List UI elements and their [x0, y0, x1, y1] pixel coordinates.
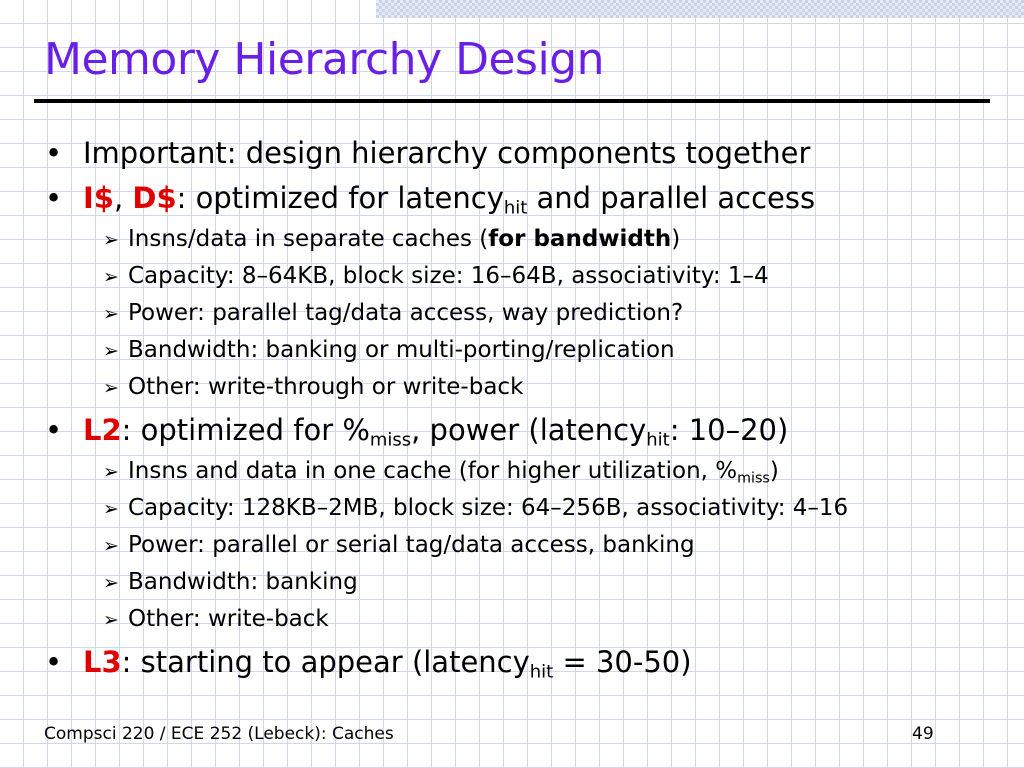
bullet-text: : optimized for latency	[176, 181, 504, 215]
arrow-marker-icon: ➢	[103, 340, 119, 362]
slide-title: Memory Hierarchy Design	[44, 34, 605, 85]
arrow-marker-icon: ➢	[103, 266, 119, 288]
sub-bullet-l1-other	[103, 372, 523, 403]
icache-label: I$	[83, 181, 114, 215]
bullet-text: Important: design hierarchy components together	[83, 136, 811, 170]
sub-bullet-text: Other: write-through or write-back	[128, 374, 524, 400]
l3-label: L3	[83, 645, 122, 679]
bullet-important	[45, 135, 810, 171]
arrow-marker-icon: ➢	[103, 303, 119, 325]
sub-bullet-text: Power: parallel tag/data access, way prediction?	[128, 300, 684, 326]
sub-bullet-separate-caches	[103, 224, 680, 255]
sub-bullet-text-tail: )	[671, 226, 681, 252]
sub-bullet-l2-power	[103, 530, 695, 561]
sub-bullet-l2-capacity	[103, 493, 848, 524]
subscript: hit	[503, 197, 528, 219]
arrow-marker-icon: ➢	[103, 377, 119, 399]
sub-bullet-l2-bandwidth	[103, 567, 358, 598]
arrow-marker-icon: ➢	[103, 572, 119, 594]
bullet-text: : optimized for %	[121, 413, 370, 447]
sub-bullet-l1-capacity	[103, 261, 769, 292]
bullet-text-tail: : 10–20)	[669, 413, 789, 447]
separator: ,	[113, 181, 133, 215]
arrow-marker-icon: ➢	[103, 498, 119, 520]
sub-bullet-l1-power	[103, 298, 683, 329]
sub-bullet-l2-other	[103, 604, 329, 635]
sub-bullet-text: Insns and data in one cache (for higher utilization, %	[128, 458, 738, 484]
arrow-marker-icon: ➢	[103, 609, 119, 631]
bullet-marker: •	[45, 136, 63, 170]
bullet-text-tail: and parallel access	[527, 181, 816, 215]
bullet-text-tail: = 30-50)	[553, 645, 692, 679]
sub-bullet-text: Power: parallel or serial tag/data access, banking	[128, 532, 695, 558]
sub-bullet-text: Capacity: 128KB–2MB, block size: 64–256B, associativity: 4–16	[128, 495, 849, 521]
bullet-text-mid: , power (latency	[411, 413, 647, 447]
arrow-marker-icon: ➢	[103, 535, 119, 557]
subscript: miss	[737, 470, 770, 487]
sub-bullet-unified-cache	[103, 456, 779, 487]
sub-bullet-text: Capacity: 8–64KB, block size: 16–64B, associativity: 1–4	[128, 263, 769, 289]
arrow-marker-icon: ➢	[103, 461, 119, 483]
sub-bullet-text: Other: write-back	[128, 606, 329, 632]
subscript: miss	[369, 429, 412, 451]
sub-bullet-l1-bandwidth	[103, 335, 675, 366]
bullet-marker: •	[45, 645, 63, 679]
bullet-text: : starting to appear (latency	[121, 645, 530, 679]
bullet-l1-cache	[45, 180, 816, 219]
footer-course: Compsci 220 / ECE 252 (Lebeck): Caches	[44, 724, 394, 744]
bullet-marker: •	[45, 181, 63, 215]
emphasis-text: for bandwidth	[488, 226, 672, 252]
page-number: 49	[912, 724, 934, 744]
bullet-l2-cache	[45, 412, 789, 451]
sub-bullet-text: Insns/data in separate caches (	[128, 226, 489, 252]
bullet-marker: •	[45, 413, 63, 447]
arrow-marker-icon: ➢	[103, 229, 119, 251]
sub-bullet-text-tail: )	[769, 458, 779, 484]
sub-bullet-text: Bandwidth: banking	[128, 569, 358, 595]
subscript: hit	[529, 661, 554, 683]
dcache-label: D$	[132, 181, 177, 215]
bullet-l3-cache	[45, 644, 692, 683]
l2-label: L2	[83, 413, 122, 447]
subscript: hit	[646, 429, 670, 451]
sub-bullet-text: Bandwidth: banking or multi-porting/replication	[128, 337, 675, 363]
